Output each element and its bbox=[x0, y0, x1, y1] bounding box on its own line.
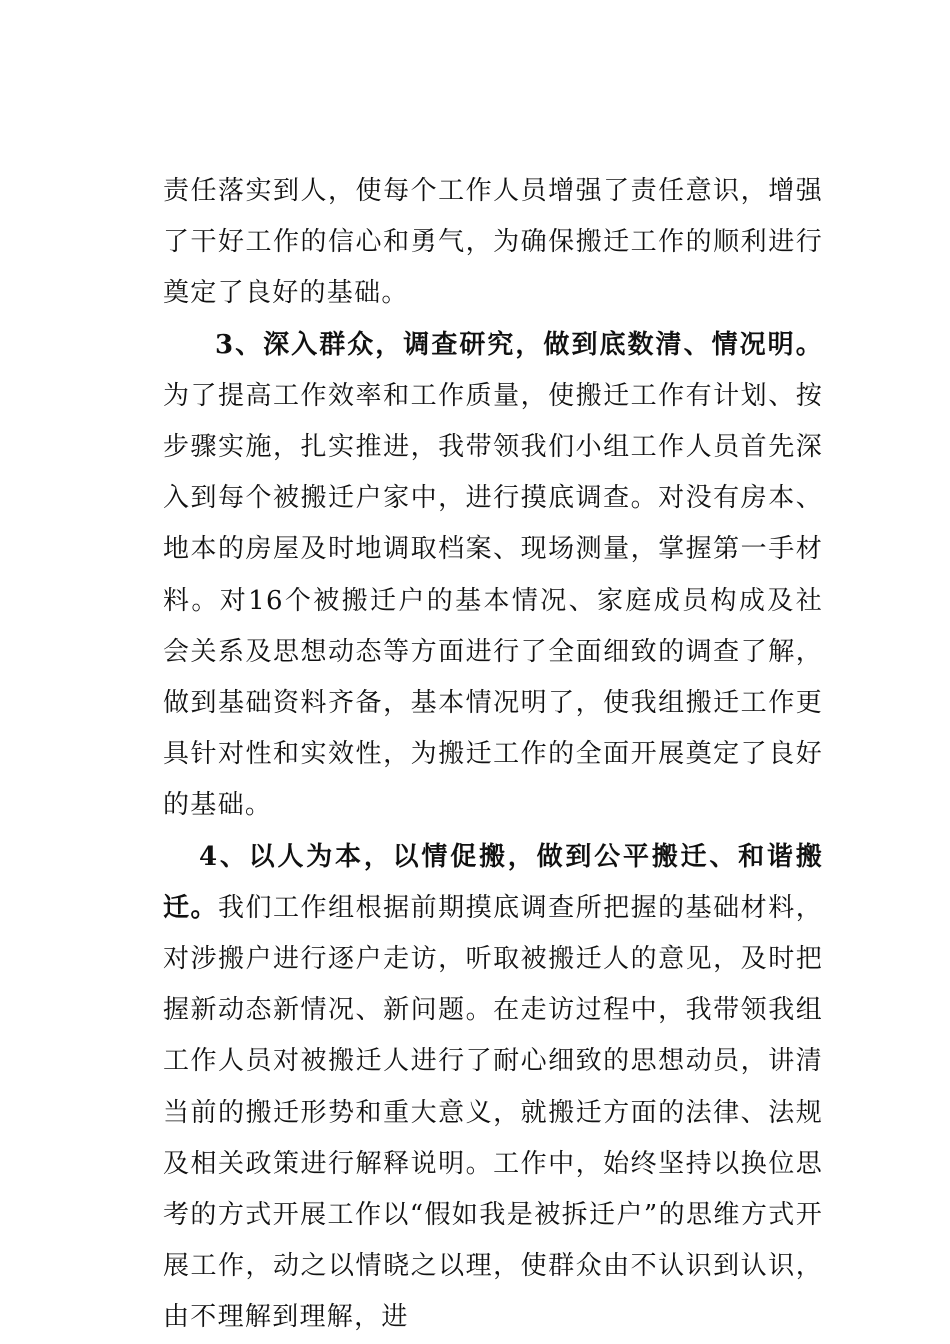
section-3-body: 为了提高工作效率和工作质量，使搬迁工作有计划、按步骤实施，扎实推进，我带领我们小组工作人员首先深入到每个被搬迁户家中，进行摸底调查。对没有房本、地本的房屋及时地调取档案、现场测量，掌握第一手材料。对16个被搬迁户的基本情况、家庭成员构成及社会关系及思想动态等方面进行了全面细致的调查了解，做到基础资料齐备，基本情况明了，使我组搬迁工作更具针对性和实效性，为搬迁工作的全面开展奠定了良好的基础。 bbox=[163, 380, 823, 821]
section-4-heading: 4、以人为本，以情促搬，做到公平搬迁、和谐搬迁。 bbox=[163, 841, 823, 923]
paragraph-section-4 bbox=[163, 832, 823, 1344]
section-4-body: 我们工作组根据前期摸底调查所把握的基础材料，对涉搬户进行逐户走访，听取被搬迁人的意见，及时把握新动态新情况、新问题。在走访过程中，我带领我组工作人员对被搬迁人进行了耐心细致的思想动员，讲清当前的搬迁形势和重大意义，就搬迁方面的法律、法规及相关政策进行解释说明。工作中，始终坚持以换位思考的方式开展工作以“假如我是被拆迁户”的思维方式开展工作，动之以情晓之以理，使群众由不认识到认识，由不理解到理解，进 bbox=[163, 892, 823, 1333]
paragraph-text: 责任落实到人，使每个工作人员增强了责任意识，增强了干好工作的信心和勇气，为确保搬迁工作的顺利进行奠定了良好的基础。 bbox=[163, 176, 823, 309]
paragraph-responsibility bbox=[163, 166, 823, 320]
document-body bbox=[163, 166, 823, 1344]
paragraph-section-3 bbox=[163, 320, 823, 832]
section-3-heading: 3、深入群众，调查研究，做到底数清、情况明。 bbox=[215, 329, 823, 360]
